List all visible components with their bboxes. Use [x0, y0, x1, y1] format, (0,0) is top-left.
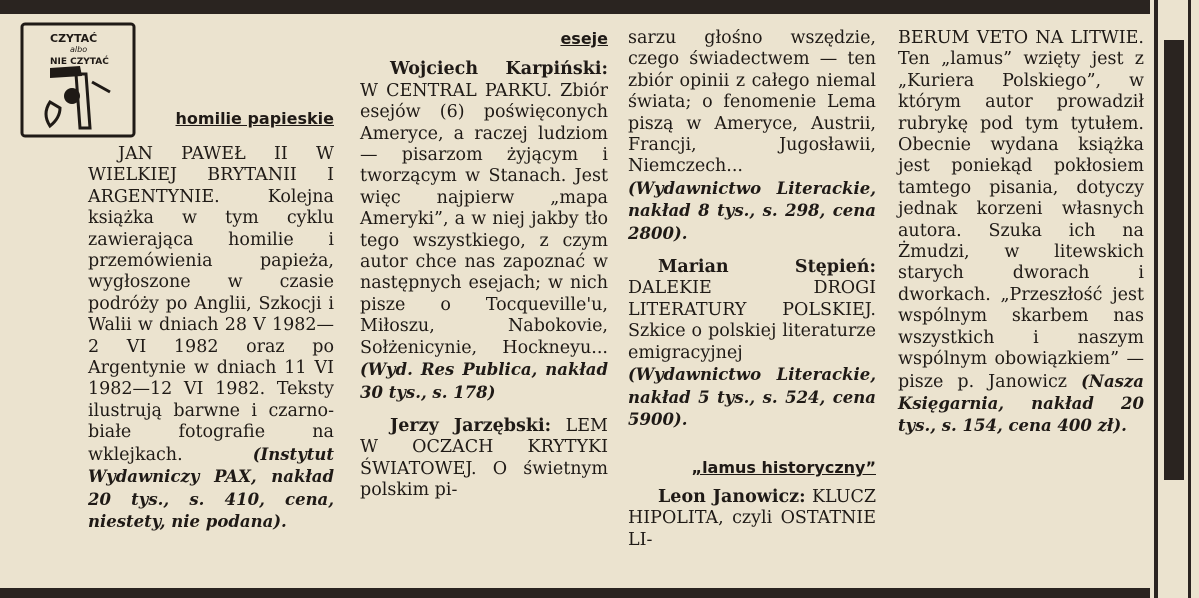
svg-text:albo: albo [70, 45, 88, 54]
section-heading: homilie papieskie [175, 109, 334, 128]
column-1-text [88, 144, 334, 533]
column-4 [898, 28, 1144, 438]
section-heading: „lamus historyczny” [691, 458, 876, 478]
book-entry: JAN PAWEŁ II W WIELKIEJ BRYTANII I ARGENTYNIE. Kolejna książka w tym cyklu zawierająca homilie i przemówienia papieża, wygłoszone w czasie podróży po Anglii, Szkocji i Walii w dniach 28 V 1982—2 VI 1982 oraz po Argentynie w dniach 11 VI 1982—12 VI 1982. Teksty ilustrują barwne i czarno-białe fotografie na wklejkach. (Instytut Wydawniczy PAX, nakład 20 tys., s. 410, cena, niestety, nie podana). [88, 144, 334, 531]
svg-text:NIE CZYTAĆ: NIE CZYTAĆ [50, 57, 109, 67]
book-entry: BERUM VETO NA LITWIE. Ten „lamus” wzięty jest z „Kuriera Polskiego”, w którym autor prowadził rubrykę pod tym tytułem. Obecnie wydana książka jest poniekąd pokłosiem tamtego pisania, dotyczy jednak korzeni własnych autora. Szuka ich na Żmudzi, w litewskich starych dworach i dworkach. „Przeszłość jest wspólnym skarbem nas wszystkich i naszym wspólnym obowiązkiem” — pisze p. Janowicz (Nasza Księgarnia, nakład 20 tys., s. 154, cena 400 zł). [898, 28, 1144, 436]
bottom-border [0, 588, 1150, 598]
section-heading: eseje [560, 29, 608, 48]
book-entry: Leon Janowicz: KLUCZ HIPOLITA, czyli OSTATNIE LI- [628, 486, 876, 550]
svg-text:CZYTAĆ: CZYTAĆ [50, 32, 98, 45]
top-border [0, 0, 1150, 14]
column-2 [360, 28, 608, 502]
column-1 [88, 108, 334, 135]
book-entry: sarzu głośno wszędzie, czego świadectwem — ten zbiór opinii z całego niemal świata; o fenomenie Lema piszą w Ameryce, Austrii, Francji, Jugosławii, Niemczech... (Wydawnictwo Literackie, nakład 8 tys., s. 298, cena 2800). [628, 28, 876, 243]
book-entry: Marian Stępień: DALEKIE DROGI LITERATURY POLSKIEJ. Szkice o polskiej literaturze emigracyjnej (Wydawnictwo Literackie, nakład 5 tys., s. 524, cena 5900). [628, 257, 876, 429]
book-entry: Jerzy Jarzębski: LEM W OCZACH KRYTYKI ŚWIATOWEJ. O świetnym polskim pi- [360, 415, 608, 501]
right-border [1150, 0, 1199, 598]
column-3 [628, 28, 876, 551]
book-entry: Wojciech Karpiński: W CENTRAL PARKU. Zbiór esejów (6) poświęconych Ameryce, a raczej ludziom — pisarzom żyjącym i tworzącym w Stanach. Jest więc najpierw „mapa Ameryki”, a w niej jakby tło tego wszystkiego, z czym autor chce nas zapoznać w następnych esejach; w nich pisze o Tocqueville'u, Miłoszu, Nabokovie, Sołżenicynie, Hockneyu... (Wyd. Res Publica, nakład 30 tys., s. 178) [360, 59, 608, 402]
